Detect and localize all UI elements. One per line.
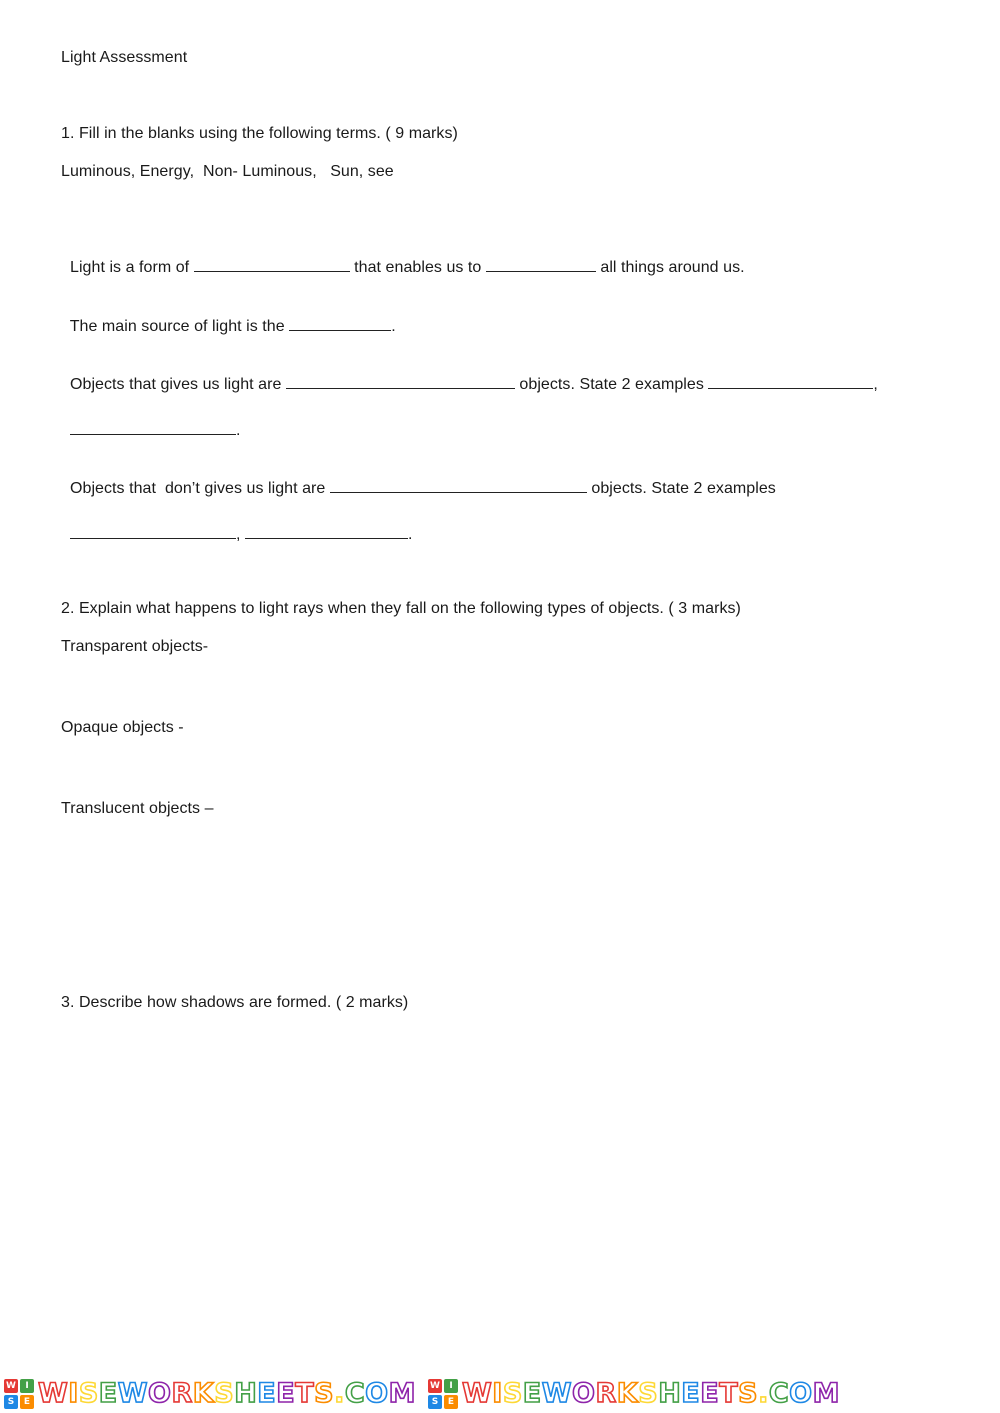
q1-terms: Luminous, Energy, Non- Luminous, Sun, see — [61, 163, 394, 180]
q1-line1-text-a: Light is a form of — [70, 259, 194, 276]
brand-letter: H — [658, 1378, 682, 1409]
logo-tile: E — [444, 1395, 458, 1409]
q1-line3-text-b: objects. State 2 examples — [514, 376, 709, 393]
brand-letter: R — [595, 1378, 617, 1409]
q1-line-luminous — [61, 354, 878, 395]
brand-letter: W — [541, 1378, 573, 1409]
brand-letter: E — [257, 1378, 277, 1409]
q2-translucent-label: Translucent objects – — [61, 800, 214, 817]
q1-line-non-luminous — [61, 458, 776, 499]
logo-tile: I — [20, 1379, 34, 1393]
brand-letter: E — [276, 1378, 296, 1409]
q1-line1-text-b: that enables us to — [349, 259, 486, 276]
brand-letter: M — [812, 1378, 840, 1409]
blank-non-luminous[interactable] — [330, 478, 587, 493]
brand-letter: S — [738, 1378, 759, 1409]
blank-see[interactable] — [486, 257, 596, 272]
q2-transparent-label: Transparent objects- — [61, 638, 209, 655]
blank-luminous-example-1[interactable] — [708, 374, 873, 389]
logo-tile: S — [428, 1395, 442, 1409]
brand-letter: . — [334, 1378, 345, 1409]
brand-letter: H — [234, 1378, 258, 1409]
blank-luminous[interactable] — [286, 374, 515, 389]
brand-letter: C — [768, 1378, 790, 1409]
brand-letter: O — [365, 1378, 389, 1409]
brand-letter: R — [171, 1378, 193, 1409]
logo-tile: W — [428, 1379, 442, 1393]
brand-letter: S — [314, 1378, 335, 1409]
brand-letter: E — [700, 1378, 720, 1409]
brand-mark — [0, 1379, 416, 1409]
brand-letter: T — [295, 1378, 315, 1409]
brand-letter: M — [388, 1378, 416, 1409]
brand-letter: . — [758, 1378, 769, 1409]
brand-letter: W — [462, 1378, 493, 1409]
q1-line2-text-b: . — [391, 318, 396, 335]
brand-letter: E — [98, 1378, 118, 1409]
q1-line1-text-c: all things around us. — [595, 259, 745, 276]
blank-luminous-example-2[interactable] — [70, 420, 236, 435]
wise-logo-icon — [4, 1379, 34, 1409]
q1-line3-text-c: , — [873, 376, 878, 393]
brand-mark — [424, 1379, 840, 1409]
brand-letter: S — [638, 1378, 659, 1409]
brand-letter: E — [681, 1378, 701, 1409]
blank-sun[interactable] — [289, 316, 391, 331]
brand-letter: K — [192, 1378, 215, 1409]
q2-heading: 2. Explain what happens to light rays when they fall on the following types of objects. ( 3 marks) — [61, 600, 741, 617]
brand-wordmark — [462, 1379, 840, 1409]
q1-line-energy — [61, 237, 745, 278]
brand-letter: W — [38, 1378, 69, 1409]
q1-line6-text-a: , — [236, 526, 241, 543]
wise-logo-icon — [428, 1379, 458, 1409]
brand-letter: K — [616, 1378, 639, 1409]
brand-letter: C — [344, 1378, 366, 1409]
blank-non-luminous-example-2[interactable] — [245, 524, 408, 539]
brand-letter: O — [572, 1378, 596, 1409]
q1-line5-text-a: Objects that don’t gives us light are — [70, 480, 330, 497]
q1-line2-text-a: The main source of light is the — [69, 318, 290, 335]
page-title: Light Assessment — [61, 49, 188, 66]
brand-letter: S — [502, 1378, 523, 1409]
brand-letter: O — [148, 1378, 172, 1409]
q1-line6-text-b: . — [408, 526, 413, 543]
q2-opaque-label: Opaque objects - — [61, 719, 184, 736]
brand-letter: O — [789, 1378, 813, 1409]
q1-line3-text-a: Objects that gives us light are — [70, 376, 286, 393]
brand-wordmark — [38, 1379, 416, 1409]
blank-non-luminous-example-1[interactable] — [70, 524, 236, 539]
logo-tile: I — [444, 1379, 458, 1393]
q1-line-sun — [61, 296, 396, 337]
brand-letter: W — [117, 1378, 149, 1409]
q1-line4-text-a: . — [236, 422, 241, 439]
q3-heading: 3. Describe how shadows are formed. ( 2 marks) — [61, 994, 409, 1011]
brand-letter: I — [492, 1378, 503, 1409]
q1-line-luminous-example — [61, 400, 241, 441]
logo-tile: E — [20, 1395, 34, 1409]
q1-line5-text-b: objects. State 2 examples — [586, 480, 776, 497]
logo-tile: W — [4, 1379, 18, 1393]
logo-tile: S — [4, 1395, 18, 1409]
blank-energy[interactable] — [194, 257, 350, 272]
wiseworksheets-footer — [0, 1375, 1000, 1413]
brand-letter: E — [522, 1378, 542, 1409]
brand-letter: S — [214, 1378, 235, 1409]
brand-letter: I — [68, 1378, 79, 1409]
q1-line-non-luminous-examples — [61, 504, 413, 545]
brand-letter: T — [719, 1378, 739, 1409]
q1-heading: 1. Fill in the blanks using the following terms. ( 9 marks) — [61, 125, 458, 142]
brand-letter: S — [78, 1378, 99, 1409]
